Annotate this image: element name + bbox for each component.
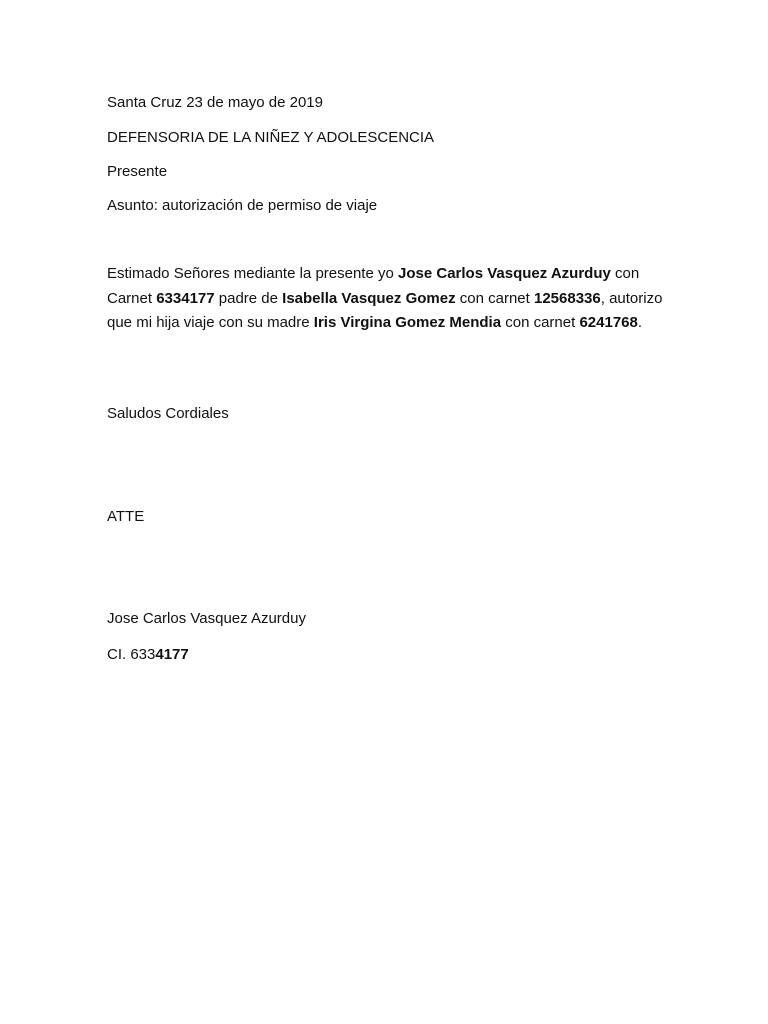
father-carnet: 6334177 (156, 289, 215, 307)
body-text-2: con Carnet (107, 265, 640, 307)
daughter-carnet: 12568336 (533, 289, 601, 307)
signer-ci-bold: 4177 (155, 646, 189, 663)
body-text-4: con carnet (455, 289, 534, 307)
father-name: Jose Carlos Vasquez Azurduy (398, 265, 611, 282)
body-text-1: Estimado Señores mediante la presente yo (107, 265, 398, 282)
body-text-5: , autorizo que mi hija viaje con su madre (107, 289, 663, 331)
signer-ci (107, 645, 189, 665)
recipient-line: DEFENSORIA DE LA NIÑEZ Y ADOLESCENCIA (107, 129, 435, 146)
mother-carnet: 6241768 (579, 314, 638, 331)
signer-ci-prefix: CI. 633 (107, 646, 156, 663)
body-text-3: padre de (214, 289, 283, 307)
atte-line: ATTE (107, 508, 145, 525)
body-paragraph (107, 262, 667, 336)
body-text-6: con carnet (501, 314, 580, 331)
presente-line: Presente (107, 163, 168, 180)
date-line: Santa Cruz 23 de mayo de 2019 (107, 94, 323, 111)
subject-line: Asunto: autorización de permiso de viaje (107, 197, 378, 214)
body-text-7: . (637, 314, 643, 331)
signer-name: Jose Carlos Vasquez Azurduy (107, 610, 306, 627)
closing-line: Saludos Cordiales (107, 405, 229, 422)
daughter-name: Isabella Vasquez Gomez (282, 289, 456, 307)
mother-name: Iris Virgina Gomez Mendia (313, 314, 502, 331)
